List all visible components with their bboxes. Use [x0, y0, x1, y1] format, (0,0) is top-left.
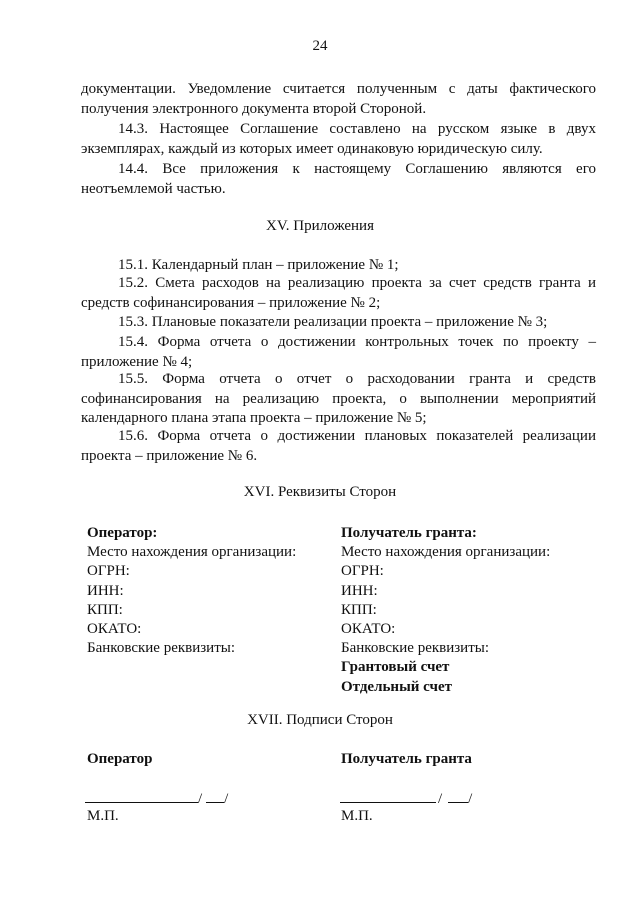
item-15-1: 15.1. Календарный план – приложение № 1; — [118, 257, 399, 273]
recipient-signature-slash-2: / — [468, 791, 473, 807]
operator-stamp: М.П. — [87, 808, 119, 824]
operator-field-bank: Банковские реквизиты: — [87, 640, 236, 657]
item-15-6: 15.6. Форма отчета о достижении плановых показателей реализации проекта – приложение № 6. — [81, 428, 596, 464]
recipient-stamp: М.П. — [341, 808, 373, 824]
operator-field-location: Место нахождения организации: — [87, 544, 297, 561]
item-15-2: 15.2. Смета расходов на реализацию проекта за счет средств гранта и средств софинансирования – приложение № 2; — [81, 275, 596, 311]
paragraph-14-4: 14.4. Все приложения к настоящему Соглашению являются его неотъемлемой частью. — [81, 161, 596, 197]
operator-signature-blank — [85, 788, 198, 803]
operator-name-blank — [206, 788, 224, 803]
operator-signature-slash-2: / — [224, 791, 229, 807]
operator-field-ogrn: ОГРН: — [87, 563, 130, 580]
section-17-heading: XVII. Подписи Сторон — [247, 712, 393, 728]
operator-title: Оператор: — [87, 525, 158, 541]
recipient-field-location: Место нахождения организации: — [341, 544, 551, 561]
recipient-title: Получатель гранта: — [341, 525, 477, 541]
recipient-field-kpp: КПП: — [341, 601, 377, 618]
item-15-5: 15.5. Форма отчета о отчет о расходовании гранта и средств софинансирования на реализацию проекта, о выполнении мероприятий календарного плана этапа проекта – приложение № 5; — [81, 371, 596, 426]
recipient-field-bank: Банковские реквизиты: — [341, 640, 490, 657]
recipient-requisites — [341, 524, 550, 697]
recipient-separate-account: Отдельный счет — [341, 678, 453, 695]
recipient-signature-blank — [340, 788, 436, 803]
recipient-field-okato: ОКАТО: — [341, 621, 396, 638]
section-15-heading: XV. Приложения — [266, 218, 374, 234]
paragraph-14-3: 14.3. Настоящее Соглашение составлено на русском языке в двух экземплярах, каждый из которых имеет одинаковую юридическую силу. — [81, 121, 596, 157]
section-16-heading: XVI. Реквизиты Сторон — [243, 484, 397, 500]
operator-signature-line — [85, 788, 228, 808]
recipient-field-inn: ИНН: — [341, 582, 378, 599]
item-15-3: 15.3. Плановые показатели реализации проекта – приложение № 3; — [118, 314, 548, 330]
operator-signature-label: Оператор — [87, 751, 153, 767]
recipient-name-blank — [448, 788, 468, 803]
recipient-grant-account: Грантовый счет — [341, 659, 450, 676]
recipient-signature-label: Получатель гранта — [341, 751, 472, 767]
page-number: 24 — [312, 38, 328, 54]
operator-field-inn: ИНН: — [87, 582, 124, 599]
recipient-field-ogrn: ОГРН: — [341, 563, 384, 580]
recipient-signature-slash: / — [438, 791, 443, 807]
operator-field-kpp: КПП: — [87, 601, 123, 618]
operator-field-okato: ОКАТО: — [87, 621, 142, 638]
item-15-4: 15.4. Форма отчета о достижении контрольных точек по проекту – приложение № 4; — [81, 334, 596, 370]
operator-requisites — [87, 524, 296, 658]
recipient-signature-line — [340, 788, 472, 808]
operator-signature-slash: / — [198, 791, 203, 807]
paragraph-continuation: документации. Уведомление считается полученным с даты фактического получения электронного документа второй Стороной. — [81, 81, 596, 117]
